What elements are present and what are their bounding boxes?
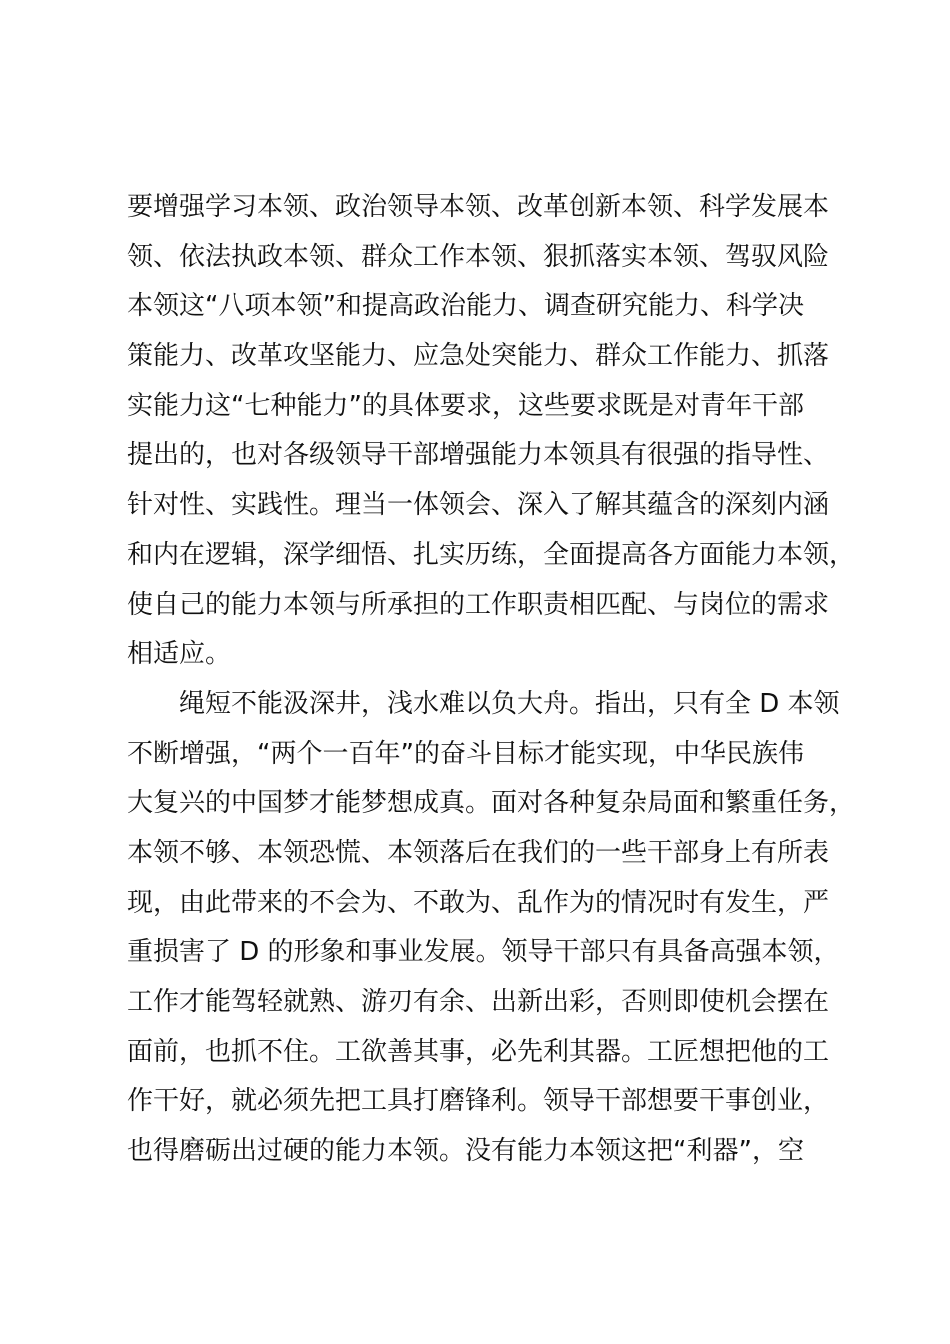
text-line: 面前，也抓不住。工欲善其事，必先利其器。工匠想把他的工 — [127, 1036, 830, 1067]
text-line: 要增强学习本领、政治领导本领、改革创新本领、科学发展本 — [127, 192, 830, 222]
text-line: 本领这“八项本领”和提高政治能力、调查研究能力、科学决 — [127, 291, 804, 322]
text-line: 和内在逻辑，深学细悟、扎实历练，全面提高各方面能力本领， — [127, 539, 856, 570]
text-line: 大复兴的中国梦才能梦想成真。面对各种复杂局面和繁重任务， — [127, 788, 856, 819]
text-line: 本领不够、本领恐慌、本领落后在我们的一些干部身上有所表 — [127, 837, 830, 868]
text-line: 使自己的能力本领与所承担的工作职责相匹配、与岗位的需求 — [127, 589, 830, 620]
body-text — [127, 183, 857, 1177]
text-line: 领、依法执政本领、群众工作本领、狠抓落实本领、驾驭风险 — [127, 241, 830, 272]
text-line: 策能力、改革攻坚能力、应急处突能力、群众工作能力、抓落 — [127, 341, 830, 372]
text-line: 相适应。 — [127, 639, 232, 670]
paragraph-2 — [127, 680, 857, 1177]
text-line: 也得磨砺出过硬的能力本领。没有能力本领这把“利器”，空 — [127, 1136, 804, 1167]
text-line: 不断增强，“两个一百年”的奋斗目标才能实现，中华民族伟 — [127, 738, 804, 769]
text-line: 绳短不能汲深井，浅水难以负大舟。指出，只有全 D 本领 — [179, 688, 840, 719]
text-line: 工作才能驾轻就熟、游刃有余、出新出彩，否则即使机会摆在 — [127, 987, 830, 1017]
text-line: 作干好，就必须先把工具打磨锋利。领导干部想要干事创业， — [127, 1086, 830, 1117]
text-line: 重损害了 D 的形象和事业发展。领导干部只有具备高强本领， — [127, 937, 840, 968]
text-line: 实能力这“七种能力”的具体要求，这些要求既是对青年干部 — [127, 390, 804, 421]
text-line: 针对性、实践性。理当一体领会、深入了解其蕴含的深刻内涵 — [127, 490, 830, 521]
paragraph-1 — [127, 183, 857, 680]
text-line: 提出的，也对各级领导干部增强能力本领具有很强的指导性、 — [127, 440, 830, 471]
text-line: 现，由此带来的不会为、不敢为、乱作为的情况时有发生，严 — [127, 887, 830, 918]
